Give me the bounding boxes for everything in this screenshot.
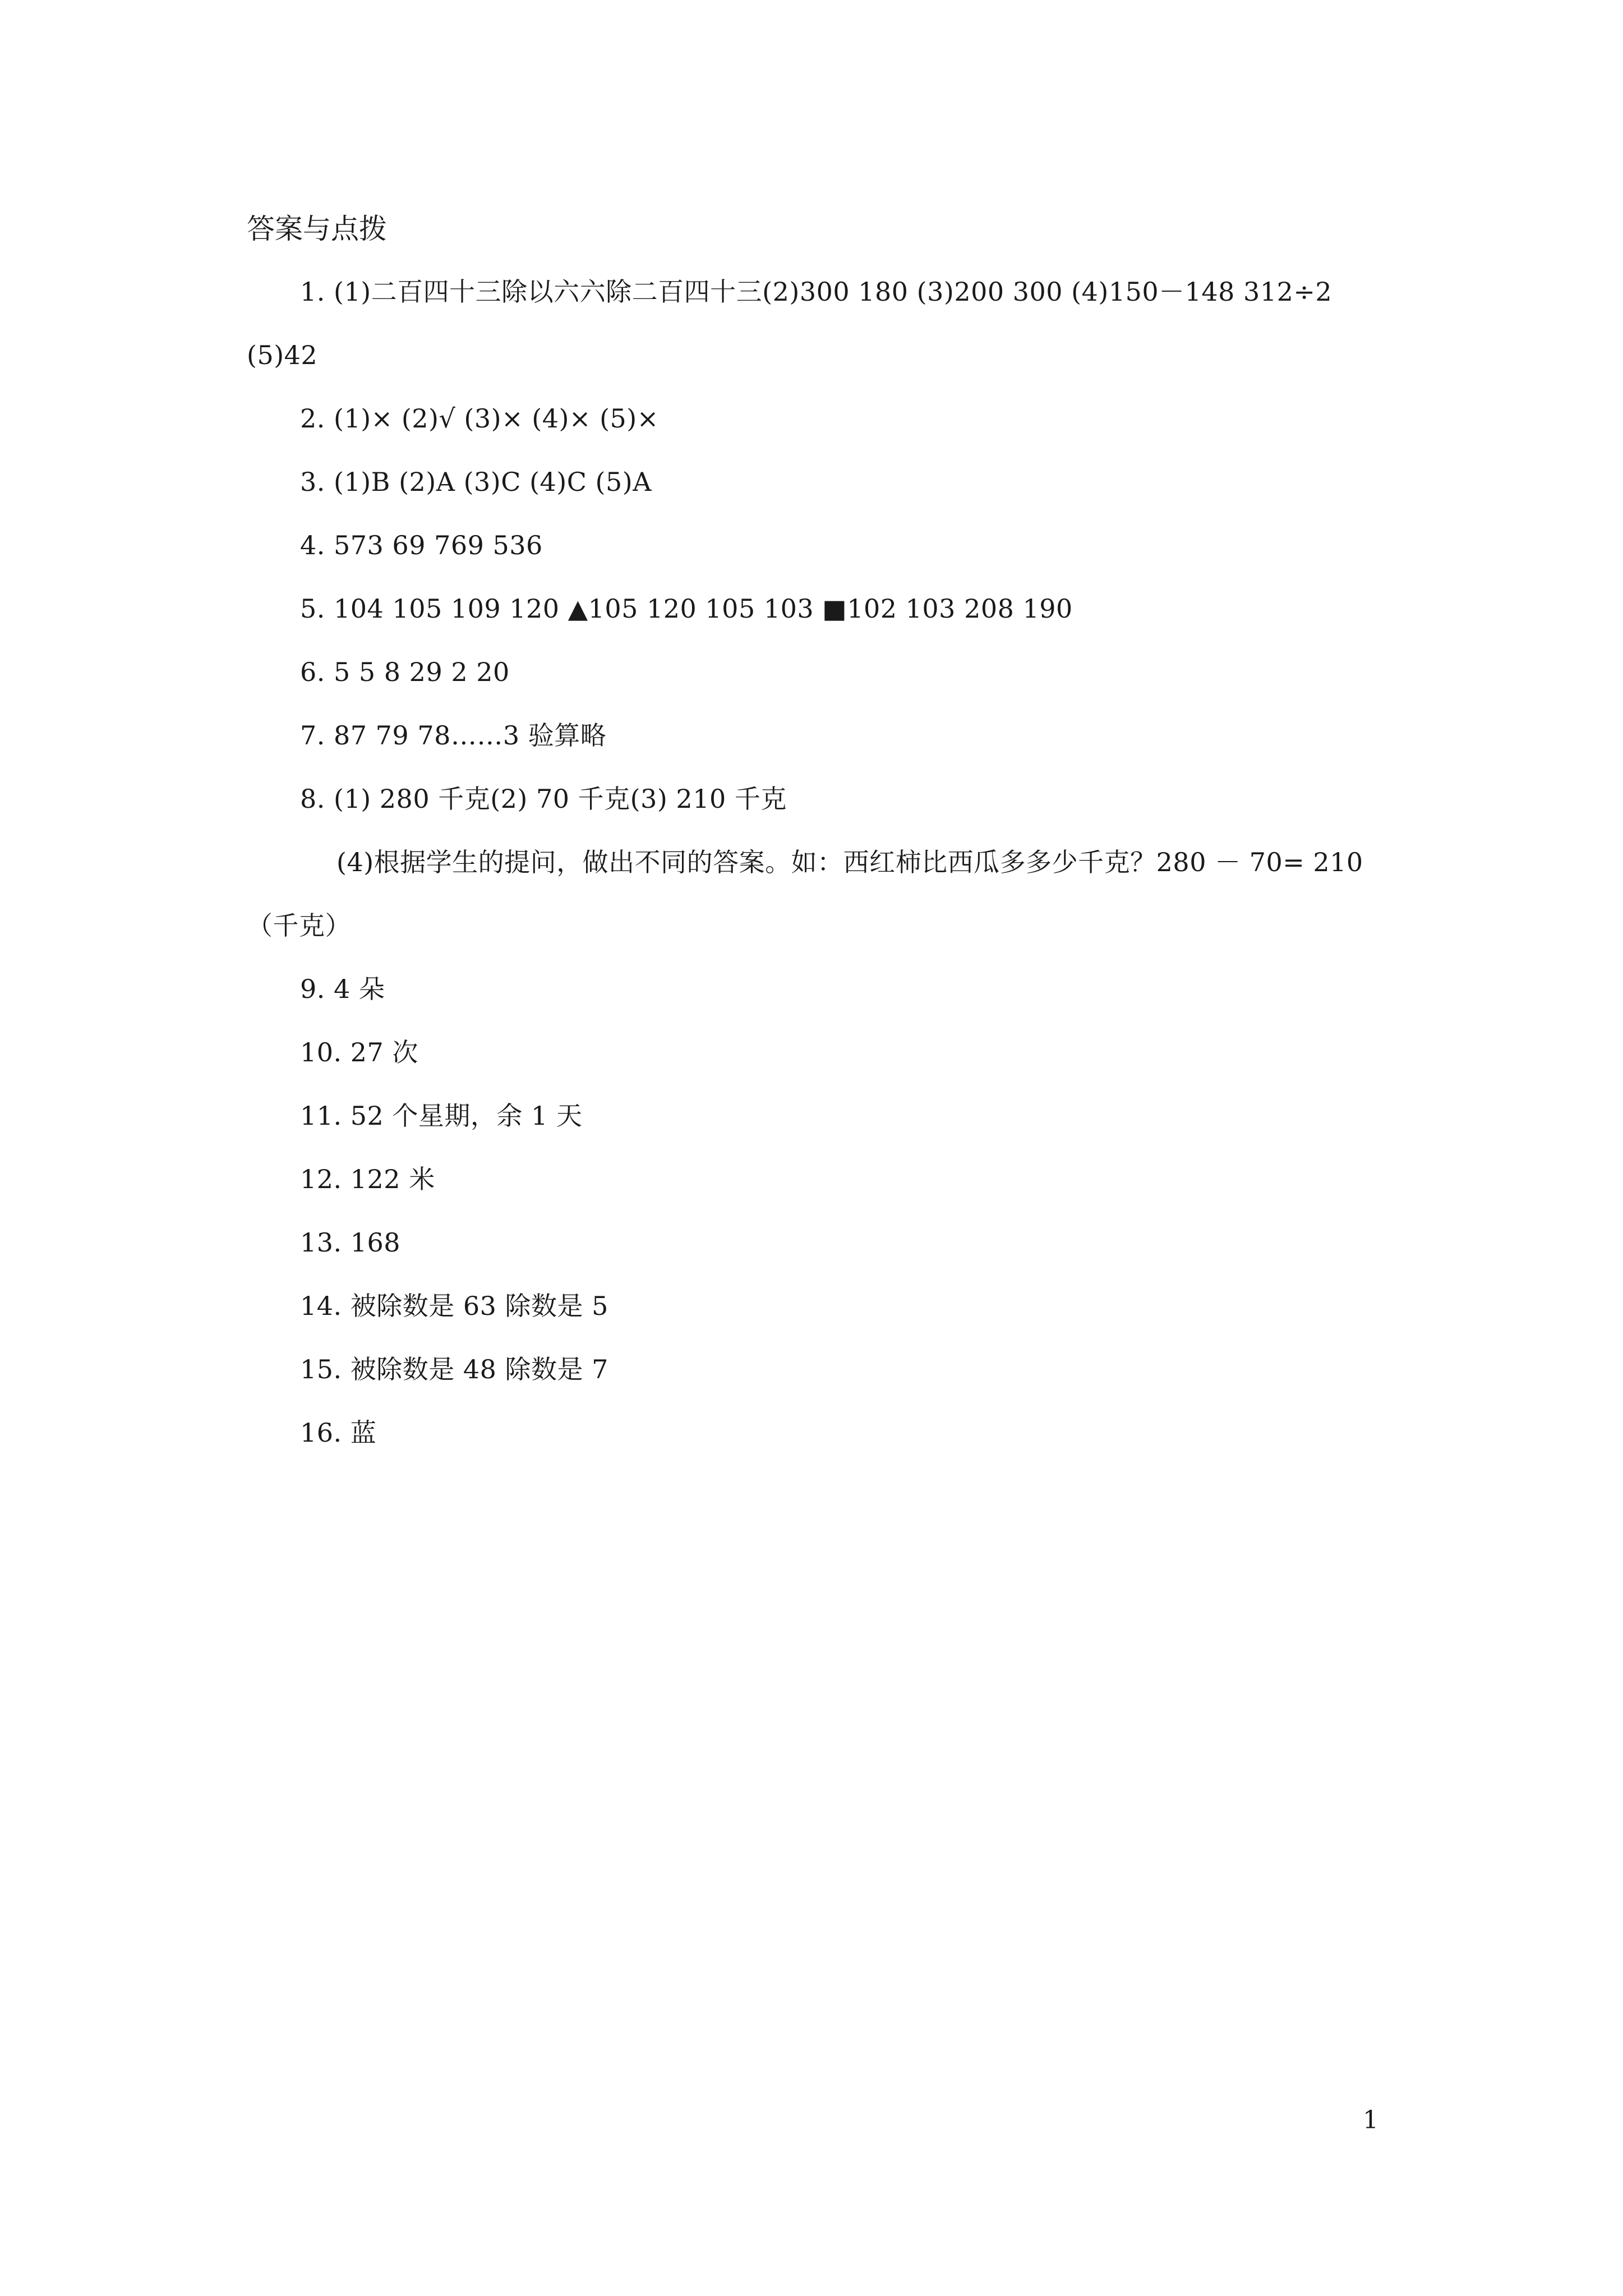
answer-line-5: 5. 104 105 109 120 ▲105 120 105 103 ■102 103 208 190: [300, 593, 1073, 624]
answer-line-12: 12. 122 米: [300, 1164, 435, 1194]
answer-line-11: 11. 52 个星期，余 1 天: [300, 1101, 583, 1131]
answer-line-3: 3. (1)B (2)A (3)C (4)C (5)A: [300, 467, 652, 497]
answer-line-10: 10. 27 次: [300, 1037, 418, 1068]
answer-line-8: 8. (1) 280 千克(2) 70 千克(3) 210 千克: [300, 784, 787, 814]
answer-line-8-part-4: (4)根据学生的提问，做出不同的答案。如：西红柿比西瓜多多少千克？280 － 70= 210: [336, 847, 1363, 877]
answer-line-1: 1. (1)二百四十三除以六六除二百四十三(2)300 180 (3)200 300 (4)150－148 312÷2: [300, 277, 1332, 307]
answer-line-6: 6. 5 5 8 29 2 20: [300, 657, 510, 687]
page-number: 1: [1363, 2106, 1378, 2134]
answer-line-14: 14. 被除数是 63 除数是 5: [300, 1291, 608, 1321]
answer-line-13: 13. 168: [300, 1227, 401, 1258]
answer-line-1-continuation: (5)42: [247, 340, 318, 370]
document-title: 答案与点拨: [247, 213, 387, 245]
answer-line-7: 7. 87 79 78……3 验算略: [300, 720, 607, 751]
answer-line-4: 4. 573 69 769 536: [300, 530, 543, 560]
answer-line-9: 9. 4 朵: [300, 974, 385, 1004]
answer-line-8-continuation: （千克）: [247, 910, 351, 941]
answer-line-15: 15. 被除数是 48 除数是 7: [300, 1354, 608, 1384]
answer-line-16: 16. 蓝: [300, 1418, 377, 1448]
answer-line-2: 2. (1)× (2)√ (3)× (4)× (5)×: [300, 403, 659, 434]
